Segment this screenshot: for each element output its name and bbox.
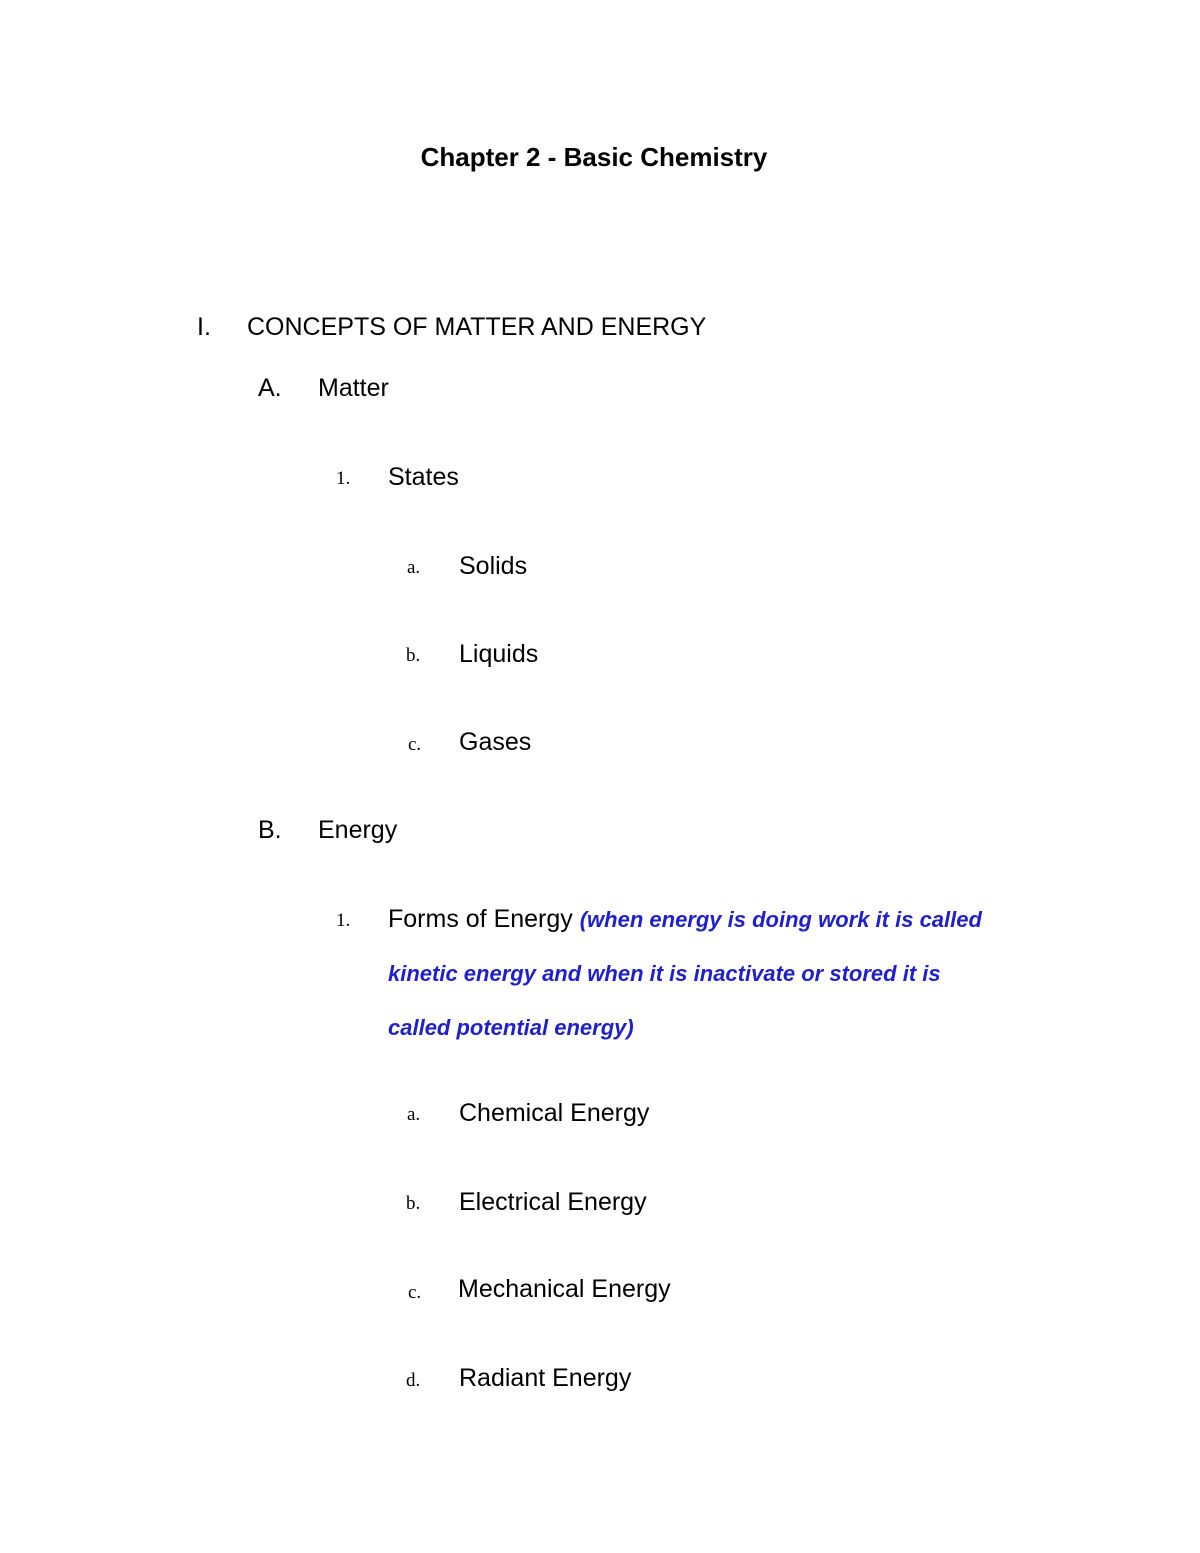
subitem-marker: a. — [407, 1104, 421, 1125]
energy-note-line-3: called potential energy) — [388, 1015, 634, 1040]
subitem-label-liquids: Liquids — [459, 640, 539, 668]
subitem-marker: b. — [406, 1193, 421, 1214]
energy-note-line-2: kinetic energy and when it is inactivate or stored it is — [388, 961, 941, 986]
subitem-label-mechanical-energy: Mechanical Energy — [458, 1275, 671, 1303]
subitem-marker: c. — [408, 1282, 422, 1303]
subitem-label-radiant-energy: Radiant Energy — [459, 1364, 632, 1392]
item-line-forms-of-energy — [388, 903, 982, 936]
subitem-label-solids: Solids — [459, 552, 528, 580]
subitem-marker: d. — [406, 1370, 421, 1391]
subitem-label-electrical-energy: Electrical Energy — [459, 1188, 647, 1216]
subsection-marker-A: A. — [258, 374, 282, 402]
subsection-heading-energy: Energy — [318, 816, 398, 844]
item-marker-forms: 1. — [336, 910, 351, 931]
subitem-marker: c. — [408, 734, 422, 755]
item-marker-states: 1. — [336, 468, 351, 489]
subsection-marker-B: B. — [258, 816, 282, 844]
item-label-states: States — [388, 463, 459, 491]
subitem-marker: b. — [406, 645, 421, 666]
subsection-heading-matter: Matter — [318, 374, 389, 402]
subitem-marker: a. — [407, 557, 421, 578]
subitem-label-gases: Gases — [459, 728, 532, 756]
section-heading-concepts: CONCEPTS OF MATTER AND ENERGY — [247, 313, 707, 341]
subitem-label-chemical-energy: Chemical Energy — [459, 1099, 650, 1127]
section-marker-I: I. — [197, 313, 211, 341]
page-title: Chapter 2 - Basic Chemistry — [420, 142, 768, 172]
item-label-forms-of-energy: Forms of Energy — [388, 905, 573, 933]
energy-note-line-1: (when energy is doing work it is called — [579, 907, 982, 932]
